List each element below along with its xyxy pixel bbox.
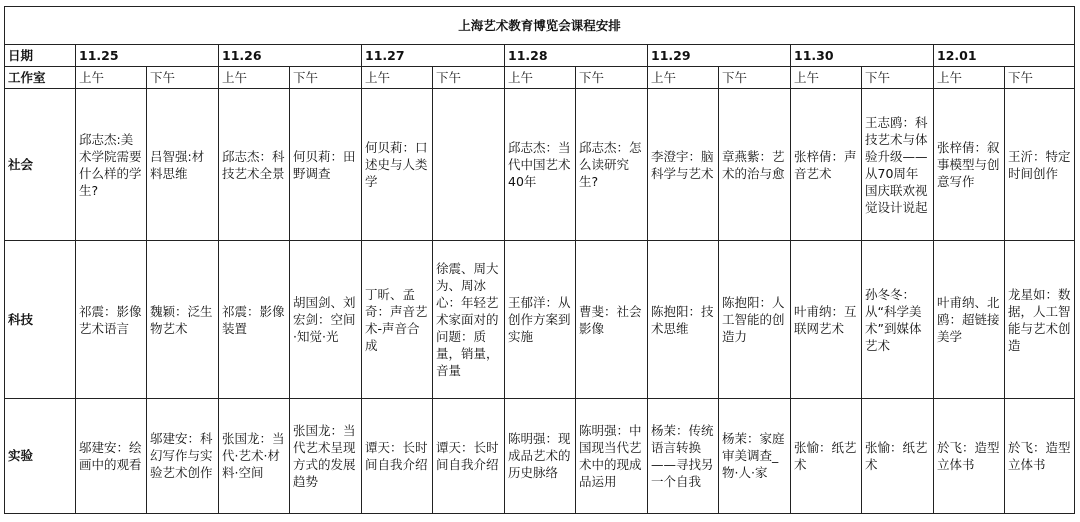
course-cell: 谭天：长时间自我介绍	[362, 398, 433, 513]
course-cell: 张梓倩：声音艺术	[791, 89, 862, 241]
course-cell: 王沂：特定时间创作	[1005, 89, 1075, 241]
course-cell: 李澄宇：脑科学与艺术	[648, 89, 719, 241]
course-cell: 何贝莉：口述史与人类学	[362, 89, 433, 241]
course-cell: 张愉：纸艺术	[862, 398, 934, 513]
schedule-table	[4, 6, 1075, 514]
course-cell: 徐震、周大为、周冰心：年轻艺术家面对的问题：质量，销量，音量	[433, 241, 505, 399]
slot-morning: 上午	[934, 67, 1005, 89]
course-cell	[433, 89, 505, 241]
course-cell: 曹斐：社会影像	[576, 241, 648, 399]
slot-morning: 上午	[219, 67, 290, 89]
slot-morning: 上午	[505, 67, 576, 89]
studio-label: 科技	[5, 241, 76, 399]
date-header: 11.28	[505, 44, 648, 66]
studio-row-tech	[5, 241, 1075, 399]
course-cell: 杨茉：传统语言转换——寻找另一个自我	[648, 398, 719, 513]
course-cell: 孙冬冬：从“科学美术”到媒体艺术	[862, 241, 934, 399]
course-cell: 邱志杰：怎么读研究生?	[576, 89, 648, 241]
date-header-row	[5, 44, 1075, 66]
course-cell: 吕智强:材料思维	[147, 89, 219, 241]
course-cell: 魏颖：泛生物艺术	[147, 241, 219, 399]
course-cell: 谭天：长时间自我介绍	[433, 398, 505, 513]
course-cell: 陈抱阳：人工智能的创造力	[719, 241, 791, 399]
course-cell: 邱志杰:美术学院需要什么样的学生?	[76, 89, 147, 241]
course-cell: 叶甫纳：互联网艺术	[791, 241, 862, 399]
slot-afternoon: 下午	[862, 67, 934, 89]
studio-row-experiment	[5, 398, 1075, 513]
date-header: 11.26	[219, 44, 362, 66]
date-header: 11.27	[362, 44, 505, 66]
course-cell: 陈明强：现成品艺术的历史脉络	[505, 398, 576, 513]
slot-afternoon: 下午	[433, 67, 505, 89]
date-label: 日期	[5, 44, 76, 66]
course-cell: 陈抱阳：技术思维	[648, 241, 719, 399]
course-cell: 张国龙：当代艺术呈现方式的发展趋势	[290, 398, 362, 513]
slot-afternoon: 下午	[147, 67, 219, 89]
course-cell: 祁震：影像艺术语言	[76, 241, 147, 399]
course-cell: 於飞：造型立体书	[1005, 398, 1075, 513]
course-cell: 邱志杰：科技艺术全景	[219, 89, 290, 241]
studio-row-social	[5, 89, 1075, 241]
course-cell: 王郁洋：从创作方案到实施	[505, 241, 576, 399]
course-cell: 祁震：影像装置	[219, 241, 290, 399]
course-cell: 胡国剑、刘宏剑：空间·知觉·光	[290, 241, 362, 399]
slot-afternoon: 下午	[290, 67, 362, 89]
slot-afternoon: 下午	[1005, 67, 1075, 89]
slot-morning: 上午	[791, 67, 862, 89]
date-header: 11.30	[791, 44, 934, 66]
date-header: 11.25	[76, 44, 219, 66]
course-cell: 丁昕、孟奇：声音艺术-声音合成	[362, 241, 433, 399]
course-cell: 张国龙：当代·艺术·材料·空间	[219, 398, 290, 513]
course-cell: 张愉：纸艺术	[791, 398, 862, 513]
slot-header-row	[5, 67, 1075, 89]
slot-afternoon: 下午	[719, 67, 791, 89]
course-cell: 杨茉：家庭审美调查_物·人·家	[719, 398, 791, 513]
course-cell: 邬建安：科幻写作与实验艺术创作	[147, 398, 219, 513]
studio-label: 实验	[5, 398, 76, 513]
course-cell: 叶甫纳、北鸥：超链接美学	[934, 241, 1005, 399]
date-header: 11.29	[648, 44, 791, 66]
slot-morning: 上午	[76, 67, 147, 89]
table-title: 上海艺术教育博览会课程安排	[5, 7, 1075, 45]
course-cell: 王志鸥：科技艺术与体验升级——从70周年国庆联欢视觉设计说起	[862, 89, 934, 241]
course-cell: 龙星如：数据，人工智能与艺术创造	[1005, 241, 1075, 399]
course-cell: 陈明强：中国现当代艺术中的现成品运用	[576, 398, 648, 513]
slot-morning: 上午	[648, 67, 719, 89]
course-cell: 邱志杰：当代中国艺术40年	[505, 89, 576, 241]
studio-label: 工作室	[5, 67, 76, 89]
date-header: 12.01	[934, 44, 1075, 66]
slot-afternoon: 下午	[576, 67, 648, 89]
course-cell: 於飞：造型立体书	[934, 398, 1005, 513]
slot-morning: 上午	[362, 67, 433, 89]
course-cell: 邬建安：绘画中的观看	[76, 398, 147, 513]
course-cell: 张梓倩：叙事模型与创意写作	[934, 89, 1005, 241]
course-cell: 何贝莉：田野调查	[290, 89, 362, 241]
course-cell: 章燕紫：艺术的治与愈	[719, 89, 791, 241]
studio-label: 社会	[5, 89, 76, 241]
